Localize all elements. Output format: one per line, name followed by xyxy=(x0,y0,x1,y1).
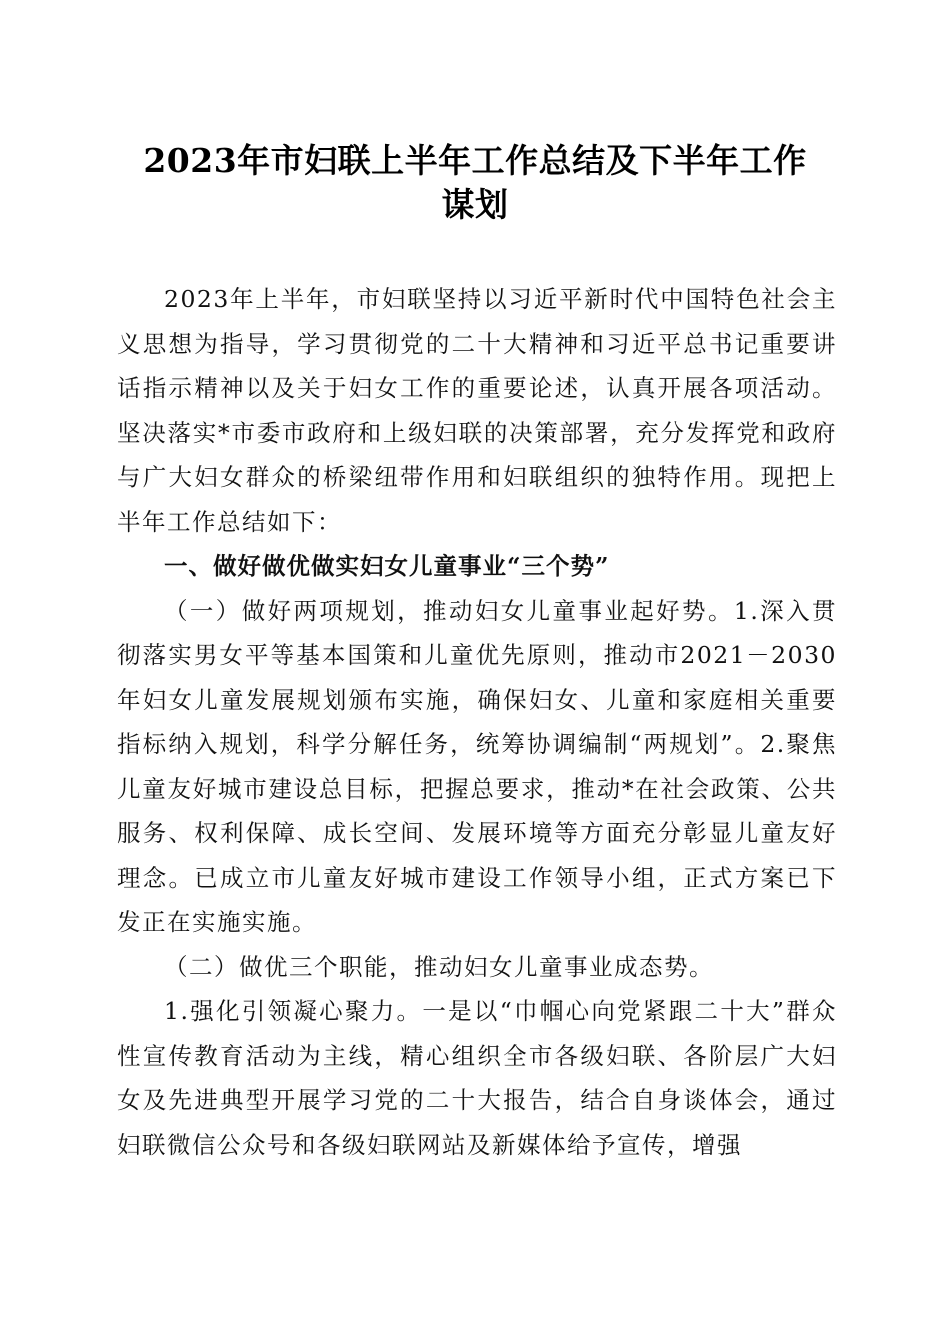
section-heading-1: 一、做好做优做实妇女儿童事业“三个势” xyxy=(164,552,610,580)
subsection-heading-2: （二）做优三个职能，推动妇女儿童事业成态势。 xyxy=(164,952,714,981)
document-title-line1: 2023年市妇联上半年工作总结及下半年工作 xyxy=(143,141,807,180)
document-body xyxy=(117,277,837,1167)
subsection-heading-1: （一）做好两项规划，推动妇女儿童事业起好势。 xyxy=(164,596,734,625)
item-1-paragraph: 1.强化引领凝心聚力。一是以“巾帼心向党紧跟二十大”群众性宣传教育活动为主线，精心组织全市各级妇联、各阶层广大妇女及先进典型开展学习党的二十大报告，结合自身谈体会，通过妇联微信公众号和各级妇联网站及新媒体给予宣传，增强 xyxy=(117,997,837,1159)
document-title-line2: 谋划 xyxy=(441,185,509,224)
subsection-1-body: 1.深入贯彻落实男女平等基本国策和儿童优先原则，推动市2021－2030年妇女儿童发展规划颁布实施，确保妇女、儿童和家庭相关重要指标纳入规划，科学分解任务，统筹协调编制“两规划”。2.聚焦儿童友好城市建设总目标，把握总要求，推动*在社会政策、公共服务、权利保障、成长空间、发展环境等方面充分彰显儿童友好理念。已成立市儿童友好城市建设工作领导小组，正式方案已下发正在实施实施。 xyxy=(117,596,838,936)
intro-paragraph: 2023年上半年，市妇联坚持以习近平新时代中国特色社会主义思想为指导，学习贯彻党的二十大精神和习近平总书记重要讲话指示精神以及关于妇女工作的重要论述，认真开展各项活动。坚决落实*市委市政府和上级妇联的决策部署，充分发挥党和政府与广大妇女群众的桥梁纽带作用和妇联组织的独特作用。现把上半年工作总结如下： xyxy=(117,285,837,536)
subsection-1-paragraph xyxy=(117,589,837,945)
